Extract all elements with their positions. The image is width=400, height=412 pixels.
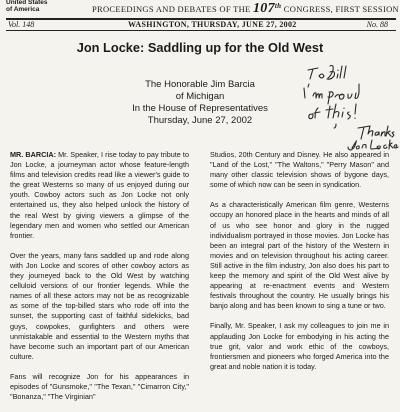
paragraph-text: As a characteristically American film genre, Westerns occupy an honored place in the hearts and minds of all of us who see honor and glory in the rugged individualism portrayed in those movies. Jon Locke has been an integral part of the history of the Western in movies and on television throughout his acting career. Still active in the film industry, Jon also does his part to keep the memory and spirit of the Old West alive by appearing at re-enactment events and Western festivals throughout the country. He usually brings his banjo along and has been known to sing a tune or two. [210, 200, 389, 311]
country-label [6, 0, 48, 13]
masthead [6, 0, 399, 30]
article-column-right [210, 150, 389, 382]
byline-line: The Honorable Jim Barcia [145, 79, 255, 90]
paragraph [210, 321, 389, 371]
paragraph [10, 251, 189, 362]
byline-line: In the House of Representatives [132, 103, 268, 114]
proceedings-suffix: CONGRESS, FIRST SESSION [283, 4, 399, 14]
paragraph [210, 150, 389, 190]
article-byline [100, 79, 300, 127]
speaker-lead: MR. BARCIA: [10, 150, 56, 159]
country-label-line1: United States [6, 0, 48, 6]
byline-line: Thursday, June 27, 2002 [147, 115, 253, 126]
volume-label: Vol. 148 [8, 20, 35, 29]
issue-number: No. 88 [366, 20, 388, 29]
paragraph [10, 372, 189, 402]
article-title: Jon Locke: Saddling up for the Old West [76, 40, 324, 55]
proceedings-heading [92, 1, 399, 17]
paragraph-text: Finally, Mr. Speaker, I ask my colleagues to join me in applauding Jon Locke for embodying in his acting the true grit, valor and work ethic of the cowboys, frontiersmen and pioneers who forged America into the great and noble nation it is today. [210, 321, 389, 371]
byline-line: of Michigan [175, 91, 225, 102]
proceedings-prefix: PROCEEDINGS AND DEBATES OF THE [92, 4, 251, 14]
issue-date: WASHINGTON, THURSDAY, JUNE 27, 2002 [128, 20, 297, 29]
country-label-line2: of America [6, 6, 40, 13]
paragraph [10, 150, 189, 241]
masthead-rule-bottom [6, 30, 396, 31]
inscription-signature-drawing [292, 56, 400, 156]
paragraph-text: Over the years, many fans saddled up and rode along with Jon Locke and scores of other cowboy actors as they journeyed back to the Old West by watching celluloid versions of our frontier legends. While the names of all these actors may not be as recognizable as some of the top-billed stars who rode off into the sunset, the supporting cast of faithful sidekicks, bad guys, cowpokes, gunfighters and others were unmistakable and essential to the Western myths that have become such an important part of our American culture. [10, 250, 189, 361]
handwritten-inscription [292, 56, 400, 156]
article-column-left [10, 150, 189, 412]
paragraph [210, 200, 389, 311]
paragraph-text: Mr. Speaker, I rise today to pay tribute to Jon Locke, a journeyman actor whose feature-length films and television credits read like a viewer's guide to the great Westerns so many of us enjoyed during our youth. Cowboy actors such as Jon Locke not only entertained us, they also helped unlock the history of the real West by giving viewers a glimpse of the legendary men and women who settled our American frontier. [10, 150, 189, 240]
congress-suffix: th [274, 2, 282, 11]
paragraph-text: Studios, 20th Century and Disney. He also appeared in "Land of the Lost," "The Waltons," "Perry Mason" and many other classic television shows of bygone days, some of which now can be seen in syndication. [210, 150, 389, 190]
paragraph-text: Fans will recognize Jon for his appearances in episodes of "Gunsmoke," "The Texan," "Cimarron City," "Bonanza," "The Virginian" [10, 371, 189, 402]
issue-line [6, 20, 396, 30]
congress-number: 107 [253, 1, 275, 16]
